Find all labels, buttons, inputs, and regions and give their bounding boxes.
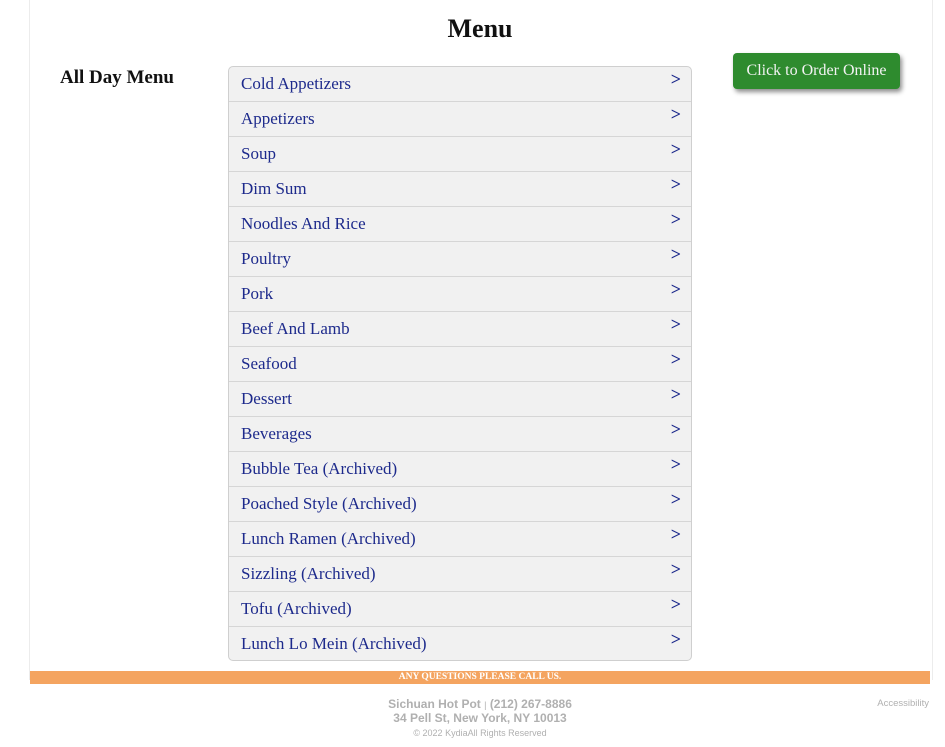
footer-separator: | xyxy=(484,700,487,710)
menu-category-label: Sizzling (Archived) xyxy=(241,564,376,583)
chevron-right-icon: > xyxy=(670,454,681,474)
chevron-right-icon: > xyxy=(670,489,681,509)
menu-category-item[interactable] xyxy=(229,242,691,277)
copyright-text: © 2022 xyxy=(413,728,443,738)
menu-category-label: Seafood xyxy=(241,354,297,373)
menu-category-item[interactable] xyxy=(229,417,691,452)
menu-category-item[interactable] xyxy=(229,67,691,102)
footer-contact xyxy=(0,697,945,711)
page-title: Menu xyxy=(447,14,513,43)
menu-category-item[interactable] xyxy=(229,207,691,242)
chevron-right-icon: > xyxy=(670,104,681,124)
menu-category-label: Noodles And Rice xyxy=(241,214,366,233)
accessibility-link[interactable]: Accessibility xyxy=(877,698,929,709)
menu-category-label: Beverages xyxy=(241,424,312,443)
chevron-right-icon: > xyxy=(670,384,681,404)
chevron-right-icon: > xyxy=(670,244,681,264)
chevron-right-icon: > xyxy=(670,559,681,579)
menu-category-item[interactable] xyxy=(229,557,691,592)
menu-category-label: Soup xyxy=(241,144,276,163)
menu-category-label: Poultry xyxy=(241,249,292,268)
menu-category-label: Dessert xyxy=(241,389,292,408)
chevron-right-icon: > xyxy=(670,139,681,159)
chevron-right-icon: > xyxy=(670,69,681,89)
menu-category-label: Tofu (Archived) xyxy=(241,599,352,618)
menu-category-list xyxy=(228,66,692,661)
chevron-right-icon: > xyxy=(670,279,681,299)
menu-category-item[interactable] xyxy=(229,452,691,487)
menu-category-item[interactable] xyxy=(229,172,691,207)
menu-category-item[interactable] xyxy=(229,312,691,347)
chevron-right-icon: > xyxy=(670,349,681,369)
menu-category-label: Lunch Lo Mein (Archived) xyxy=(241,634,427,653)
menu-section-heading[interactable]: All Day Menu xyxy=(60,67,174,88)
menu-category-item[interactable] xyxy=(229,627,691,661)
chevron-right-icon: > xyxy=(670,419,681,439)
chevron-right-icon: > xyxy=(670,629,681,649)
order-online-button[interactable]: Click to Order Online xyxy=(733,53,900,89)
menu-category-label: Beef And Lamb xyxy=(241,319,350,338)
menu-category-item[interactable] xyxy=(229,592,691,627)
menu-category-label: Bubble Tea (Archived) xyxy=(241,459,398,478)
menu-category-item[interactable] xyxy=(229,137,691,172)
menu-category-item[interactable] xyxy=(229,487,691,522)
chevron-right-icon: > xyxy=(670,209,681,229)
menu-category-label: Dim Sum xyxy=(241,179,307,198)
menu-category-item[interactable] xyxy=(229,102,691,137)
rights-text: All Rights Reserved xyxy=(467,728,547,738)
menu-category-label: Appetizers xyxy=(241,109,315,128)
chevron-right-icon: > xyxy=(670,524,681,544)
menu-category-label: Poached Style (Archived) xyxy=(241,494,417,513)
chevron-right-icon: > xyxy=(670,594,681,614)
footer-copyright xyxy=(0,728,945,738)
menu-category-label: Lunch Ramen (Archived) xyxy=(241,529,416,548)
footer-address: 34 Pell St, New York, NY 10013 xyxy=(393,711,567,725)
phone-link[interactable]: (212) 267-8886 xyxy=(489,697,572,711)
chevron-right-icon: > xyxy=(670,314,681,334)
chevron-right-icon: > xyxy=(670,174,681,194)
brand-link[interactable]: Kydia xyxy=(445,728,468,738)
menu-category-item[interactable] xyxy=(229,347,691,382)
restaurant-name: Sichuan Hot Pot xyxy=(388,697,481,711)
menu-category-item[interactable] xyxy=(229,522,691,557)
menu-category-item[interactable] xyxy=(229,382,691,417)
menu-category-label: Pork xyxy=(241,284,274,303)
call-us-banner: ANY QUESTIONS PLEASE CALL US. xyxy=(30,671,930,684)
menu-category-label: Cold Appetizers xyxy=(241,74,352,93)
menu-category-item[interactable] xyxy=(229,277,691,312)
